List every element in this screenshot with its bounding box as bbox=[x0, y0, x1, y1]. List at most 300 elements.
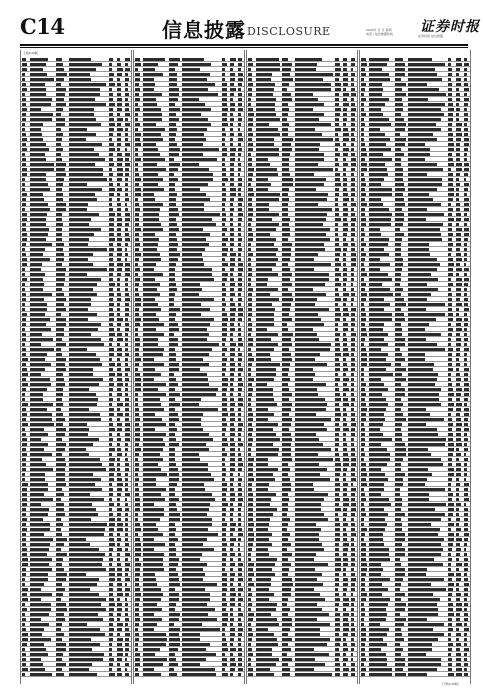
table-cell bbox=[169, 228, 179, 230]
table-cell bbox=[230, 213, 233, 215]
table-cell bbox=[143, 143, 156, 145]
table-cell bbox=[448, 313, 453, 315]
table-cell bbox=[343, 173, 346, 175]
table-cell bbox=[256, 83, 275, 85]
table-cell bbox=[248, 303, 252, 305]
table-cell bbox=[143, 318, 159, 320]
table-cell bbox=[369, 233, 381, 235]
table-cell bbox=[30, 628, 44, 630]
table-cell bbox=[282, 418, 292, 420]
table-cell bbox=[143, 413, 155, 415]
table-cell bbox=[230, 198, 234, 200]
table-cell bbox=[335, 188, 339, 190]
table-cell bbox=[351, 243, 355, 245]
table-cell bbox=[256, 573, 275, 575]
table-cell bbox=[351, 568, 354, 570]
table-cell bbox=[408, 393, 439, 395]
table-cell bbox=[135, 128, 138, 130]
table-cell bbox=[464, 588, 468, 590]
table-cell bbox=[125, 433, 130, 435]
table-cell bbox=[143, 78, 154, 80]
table-cell bbox=[125, 418, 129, 420]
table-cell bbox=[408, 623, 444, 626]
table-cell bbox=[361, 208, 365, 210]
table-cell bbox=[369, 628, 389, 630]
table-cell bbox=[143, 398, 160, 400]
table-cell bbox=[230, 258, 235, 260]
table-cell bbox=[222, 473, 226, 475]
table-cell bbox=[182, 163, 199, 165]
table-cell bbox=[464, 248, 467, 250]
table-cell bbox=[361, 373, 364, 375]
table-cell bbox=[143, 263, 156, 265]
table-cell bbox=[230, 233, 234, 235]
table-cell bbox=[351, 583, 355, 585]
table-cell bbox=[256, 293, 270, 295]
table-cell bbox=[125, 263, 130, 265]
table-cell bbox=[56, 423, 63, 425]
table-cell bbox=[69, 168, 103, 170]
table-cell bbox=[295, 183, 324, 185]
table-cell bbox=[448, 93, 452, 95]
table-cell bbox=[335, 353, 341, 355]
table-cell bbox=[56, 398, 62, 400]
table-cell bbox=[238, 398, 243, 400]
table-cell bbox=[256, 653, 272, 655]
table-cell bbox=[69, 273, 87, 275]
table-cell bbox=[369, 538, 383, 540]
table-cell bbox=[238, 438, 241, 440]
table-cell bbox=[464, 448, 468, 450]
table-cell bbox=[448, 543, 453, 545]
table-cell bbox=[464, 633, 467, 635]
table-cell bbox=[69, 68, 96, 70]
table-cell bbox=[408, 88, 439, 90]
table-cell bbox=[395, 128, 405, 130]
table-cell bbox=[125, 258, 127, 260]
table-cell bbox=[30, 58, 48, 60]
table-cell bbox=[109, 333, 115, 335]
table-cell bbox=[464, 358, 467, 360]
table-cell bbox=[343, 428, 349, 430]
table-cell bbox=[395, 448, 406, 450]
table-cell bbox=[56, 658, 62, 660]
table-cell bbox=[56, 208, 66, 210]
table-cell bbox=[135, 78, 140, 80]
table-cell bbox=[448, 188, 454, 190]
table-cell bbox=[335, 108, 341, 110]
table-cell bbox=[295, 548, 324, 550]
table-cell bbox=[143, 348, 164, 350]
table-cell bbox=[448, 253, 451, 255]
table-cell bbox=[369, 138, 390, 140]
table-cell bbox=[135, 573, 140, 575]
table-cell bbox=[369, 223, 391, 225]
table-cell bbox=[361, 323, 365, 325]
table-cell bbox=[222, 263, 228, 265]
table-cell bbox=[395, 108, 403, 110]
table-cell bbox=[125, 378, 129, 380]
table-cell bbox=[456, 203, 460, 205]
table-cell bbox=[56, 318, 66, 320]
table-cell bbox=[335, 373, 338, 375]
table-cell bbox=[369, 283, 382, 285]
table-cell bbox=[135, 133, 141, 135]
table-cell bbox=[109, 308, 113, 310]
table-cell bbox=[335, 538, 340, 540]
table-cell bbox=[343, 653, 346, 655]
table-cell bbox=[369, 563, 381, 565]
table-cell bbox=[282, 303, 291, 305]
table-cell bbox=[230, 123, 233, 125]
table-cell bbox=[238, 373, 241, 375]
table-cell bbox=[343, 293, 349, 295]
table-cell bbox=[335, 88, 341, 90]
table-cell bbox=[464, 328, 467, 330]
table-cell bbox=[256, 268, 272, 270]
table-cell bbox=[295, 473, 320, 475]
table-cell bbox=[117, 598, 120, 600]
table-cell bbox=[448, 588, 453, 590]
table-cell bbox=[282, 368, 289, 370]
table-cell bbox=[408, 438, 446, 440]
table-cell bbox=[125, 533, 128, 535]
table-cell bbox=[295, 468, 327, 470]
table-cell bbox=[464, 488, 468, 490]
table-cell bbox=[143, 163, 157, 165]
table-cell bbox=[125, 198, 129, 200]
table-cell bbox=[125, 168, 129, 170]
table-cell bbox=[69, 128, 87, 130]
table-cell bbox=[230, 378, 234, 380]
table-cell bbox=[125, 363, 128, 365]
table-cell bbox=[169, 668, 174, 670]
table-cell bbox=[169, 488, 175, 490]
table-cell bbox=[395, 283, 400, 285]
table-cell bbox=[230, 163, 234, 165]
table-cell bbox=[464, 473, 467, 475]
table-cell bbox=[395, 563, 401, 565]
table-cell bbox=[143, 273, 163, 275]
table-cell bbox=[351, 638, 354, 640]
table-cell bbox=[182, 533, 218, 535]
table-cell bbox=[295, 243, 324, 246]
table-cell bbox=[335, 543, 339, 545]
table-cell bbox=[343, 163, 348, 165]
table-cell bbox=[182, 433, 209, 436]
table-cell bbox=[361, 498, 366, 500]
table-cell bbox=[143, 388, 158, 390]
table-cell bbox=[230, 633, 235, 635]
table-cell bbox=[248, 233, 253, 235]
table-cell bbox=[408, 68, 435, 70]
table-cell bbox=[182, 338, 207, 340]
table-cell bbox=[69, 93, 100, 96]
table-cell bbox=[456, 588, 459, 590]
table-cell bbox=[117, 273, 121, 275]
table-rows bbox=[247, 57, 357, 681]
table-cell bbox=[395, 638, 404, 640]
table-cell bbox=[248, 313, 252, 315]
table-cell bbox=[351, 523, 355, 525]
table-cell bbox=[230, 503, 233, 505]
table-cell bbox=[395, 218, 404, 220]
table-cell bbox=[143, 648, 160, 650]
table-cell bbox=[335, 663, 340, 665]
table-cell bbox=[69, 488, 102, 491]
table-cell bbox=[56, 253, 64, 255]
table-cell bbox=[238, 338, 242, 340]
table-cell bbox=[230, 573, 235, 575]
table-cell bbox=[295, 398, 325, 401]
table-cell bbox=[117, 93, 121, 95]
table-cell bbox=[282, 83, 289, 85]
table-cell bbox=[395, 188, 405, 190]
table-cell bbox=[238, 638, 241, 640]
table-cell bbox=[256, 133, 280, 135]
table-cell bbox=[125, 103, 129, 105]
table-cell bbox=[182, 623, 202, 625]
table-cell bbox=[256, 218, 272, 220]
table-cell bbox=[408, 288, 438, 290]
table-cell bbox=[30, 328, 51, 330]
table-cell bbox=[69, 463, 102, 465]
table-cell bbox=[295, 508, 321, 510]
table-cell bbox=[295, 138, 333, 140]
table-cell bbox=[69, 498, 104, 501]
table-cell bbox=[464, 258, 467, 260]
table-cell bbox=[448, 518, 451, 520]
table-cell bbox=[335, 313, 341, 315]
table-cell bbox=[248, 463, 253, 465]
table-cell bbox=[30, 278, 43, 280]
table-cell bbox=[230, 158, 235, 160]
table-cell bbox=[351, 318, 355, 320]
table-cell bbox=[408, 388, 441, 390]
table-cell bbox=[464, 493, 468, 495]
table-cell bbox=[56, 353, 62, 355]
table-cell bbox=[295, 93, 313, 95]
table-cell bbox=[282, 478, 290, 480]
table-cell bbox=[109, 373, 115, 375]
table-cell bbox=[361, 228, 364, 230]
table-cell bbox=[369, 298, 384, 300]
table-cell bbox=[117, 648, 123, 650]
table-cell bbox=[351, 98, 354, 100]
table-cell bbox=[22, 218, 27, 220]
table-cell bbox=[56, 468, 65, 470]
table-cell bbox=[248, 523, 254, 525]
table-cell bbox=[351, 323, 355, 325]
table-cell bbox=[256, 583, 271, 585]
table-cell bbox=[143, 73, 163, 75]
table-cell bbox=[125, 63, 128, 65]
table-cell bbox=[238, 378, 242, 380]
table-cell bbox=[135, 178, 141, 180]
table-cell bbox=[69, 333, 91, 335]
table-cell bbox=[295, 173, 314, 175]
table-cell bbox=[109, 473, 114, 475]
table-cell bbox=[135, 113, 138, 115]
table-cell bbox=[222, 123, 228, 125]
table-cell bbox=[369, 123, 391, 125]
table-cell bbox=[30, 178, 46, 180]
table-cell bbox=[343, 658, 348, 660]
table-cell bbox=[69, 138, 86, 140]
table-cell bbox=[448, 293, 452, 295]
table-cell bbox=[143, 178, 163, 180]
table-cell bbox=[361, 283, 366, 285]
table-cell bbox=[456, 123, 462, 125]
table-cell bbox=[408, 478, 427, 480]
table-cell bbox=[256, 398, 274, 400]
table-cell bbox=[256, 213, 279, 215]
table-cell bbox=[335, 668, 340, 670]
table-cell bbox=[343, 618, 348, 620]
table-cell bbox=[361, 93, 364, 95]
table-cell bbox=[408, 153, 430, 155]
table-cell bbox=[117, 158, 123, 160]
table-cell bbox=[109, 573, 115, 575]
table-cell bbox=[182, 408, 218, 410]
table-cell bbox=[30, 653, 48, 655]
table-cell bbox=[169, 413, 178, 415]
table-cell bbox=[343, 558, 348, 560]
header-rule-thin bbox=[20, 47, 468, 48]
table-cell bbox=[56, 78, 64, 80]
table-cell bbox=[351, 103, 355, 105]
table-cell bbox=[182, 168, 209, 170]
page-number: C14 bbox=[20, 14, 65, 39]
table-cell bbox=[182, 258, 203, 260]
table-cell bbox=[230, 413, 235, 415]
table-cell bbox=[464, 428, 469, 430]
table-cell bbox=[182, 73, 210, 75]
table-cell bbox=[125, 313, 129, 315]
table-cell bbox=[448, 583, 454, 585]
table-cell bbox=[369, 553, 389, 555]
table-cell bbox=[182, 578, 203, 580]
table-cell bbox=[335, 348, 340, 350]
table-cell bbox=[456, 308, 459, 310]
table-cell bbox=[222, 533, 226, 535]
table-cell bbox=[182, 238, 206, 241]
table-cell bbox=[222, 343, 225, 345]
table-cell bbox=[169, 163, 180, 165]
table-cell bbox=[30, 428, 44, 430]
table-cell bbox=[256, 368, 276, 370]
table-cell bbox=[22, 593, 27, 595]
table-cell bbox=[238, 218, 242, 220]
table-cell bbox=[361, 398, 365, 400]
table-cell bbox=[125, 268, 130, 270]
table-cell bbox=[282, 663, 288, 665]
table-cell bbox=[369, 588, 388, 590]
table-cell bbox=[30, 523, 50, 525]
table-cell bbox=[56, 233, 62, 235]
table-cell bbox=[343, 68, 347, 70]
table-cell bbox=[343, 528, 346, 530]
table-cell bbox=[256, 318, 274, 320]
table-cell bbox=[182, 118, 208, 120]
table-rows bbox=[21, 57, 131, 681]
table-cell bbox=[238, 228, 241, 230]
table-cell bbox=[109, 423, 113, 425]
table-cell bbox=[395, 213, 404, 215]
table-cell bbox=[117, 643, 122, 645]
table-column-2 bbox=[133, 50, 245, 684]
table-cell bbox=[295, 268, 314, 271]
table-cell bbox=[125, 623, 128, 625]
table-cell bbox=[109, 403, 112, 405]
table-cell bbox=[230, 483, 233, 485]
table-cell bbox=[169, 588, 175, 590]
table-cell bbox=[361, 603, 364, 605]
table-cell bbox=[109, 123, 115, 125]
table-cell bbox=[456, 228, 462, 230]
table-cell bbox=[69, 443, 93, 445]
table-cell bbox=[456, 648, 460, 650]
table-cell bbox=[335, 78, 339, 80]
table-cell bbox=[335, 103, 339, 105]
table-cell bbox=[456, 408, 461, 410]
table-cell bbox=[448, 523, 454, 525]
table-cell bbox=[69, 103, 106, 106]
table-cell bbox=[295, 663, 325, 666]
table-cell bbox=[464, 263, 466, 265]
table-cell bbox=[56, 458, 65, 460]
table-cell bbox=[109, 73, 114, 75]
table-cell bbox=[456, 293, 461, 295]
table-cell bbox=[30, 63, 46, 65]
table-cell bbox=[230, 543, 234, 545]
table-cell bbox=[56, 333, 64, 335]
table-cell bbox=[22, 388, 26, 390]
table-cell bbox=[361, 418, 366, 420]
table-cell bbox=[456, 533, 459, 535]
table-cell bbox=[238, 253, 241, 255]
table-cell bbox=[222, 543, 227, 545]
table-cell bbox=[256, 578, 271, 580]
table-cell bbox=[369, 593, 382, 595]
table-cell bbox=[295, 358, 315, 360]
table-cell bbox=[369, 528, 385, 530]
table-cell bbox=[125, 413, 129, 415]
table-cell bbox=[256, 393, 273, 395]
table-cell bbox=[295, 323, 324, 325]
table-cell bbox=[238, 643, 241, 645]
table-cell bbox=[56, 593, 63, 595]
table-cell bbox=[30, 303, 47, 305]
table-cell bbox=[456, 393, 461, 395]
table-cell bbox=[30, 388, 47, 390]
table-cell bbox=[248, 583, 254, 585]
table-cell bbox=[143, 363, 164, 365]
table-cell bbox=[22, 198, 26, 200]
table-cell bbox=[464, 338, 468, 340]
table-cell bbox=[125, 538, 128, 540]
table-cell bbox=[448, 123, 452, 125]
table-cell bbox=[22, 168, 27, 170]
table-cell bbox=[248, 228, 252, 230]
table-cell bbox=[408, 628, 433, 630]
table-cell bbox=[335, 58, 339, 60]
table-cell bbox=[30, 618, 41, 620]
table-cell bbox=[282, 573, 288, 575]
table-cell bbox=[351, 483, 353, 485]
table-cell bbox=[361, 313, 366, 315]
table-cell bbox=[230, 623, 233, 625]
